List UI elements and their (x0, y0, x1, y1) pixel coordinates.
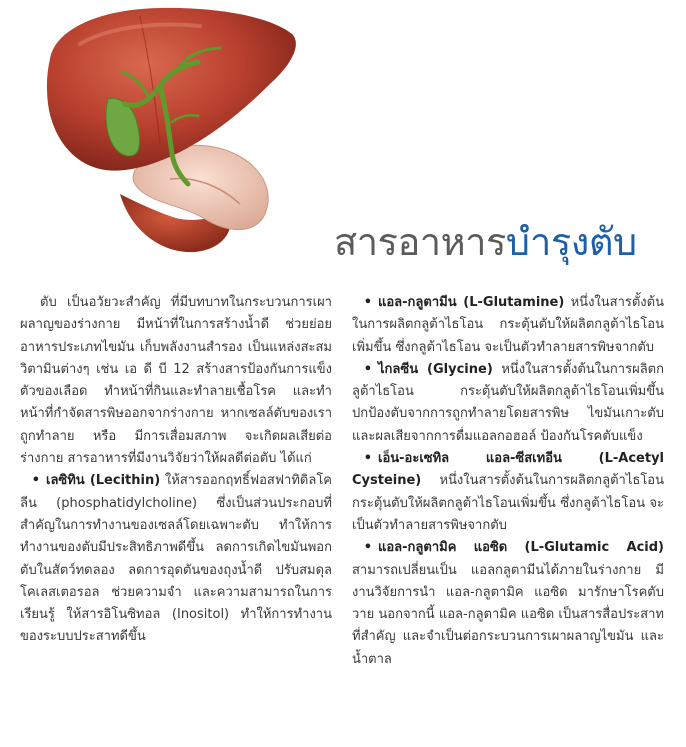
page-title (334, 212, 684, 272)
item-name: ไกลซีน (Glycine) (378, 361, 493, 377)
list-item (352, 292, 664, 359)
left-column (20, 292, 332, 649)
list-item (352, 537, 664, 671)
list-item (352, 448, 664, 537)
item-name: แอล-กลูตามิค แอซิด (L-Glutamic Acid) (378, 540, 664, 556)
item-description: หนึ่งในสารตั้งต้นในการผลิตกลูต้าไธโอน กระตุ้นตับให้ผลิตกลูต้าไธโอนเพิ่มขึ้น ซึ่งกลูต้าไธโอน จะเป็นตัวทำลายสารพิษจากตับ (352, 473, 664, 533)
bullet-icon: • (363, 295, 372, 310)
item-description: หนึ่งในสารตั้งต้นในการผลิตกลูต้าไธโอน กระตุ้นตับให้ผลิตกลูต้าไธโอนเพิ่มขึ้น ซึ่งกลูต้าไธโอน จะเป็นตัวทำลายสารพิษจากตับ (352, 295, 664, 355)
bullet-icon: • (363, 361, 372, 377)
title-part-blue: บำรุงตับ (505, 220, 637, 264)
liver-illustration (30, 4, 300, 262)
right-column (352, 292, 664, 671)
item-description: ให้สารออกฤทธิ์ฟอสฟาทิดิลโคลีน (phosphatidylcholine) ซึ่งเป็นส่วนประกอบที่สำคัญในการทำงานของเซลล์โดยเฉพาะตับ ทำให้การทำงานของตับมีประสิทธิภาพดีขึ้น ลดการเกิดไขมันพอกตับในสัตว์ทดลอง ลดการอุดตันของถุงน้ำดี ปรับสมดุลโคเลสเตอรอล ช่วยความจำ และความสามารถในการเรียนรู้ ให้สารอิโนซิทอล (Inositol) ทำให้การทำงานของระบบประสาทดีขึ้น (20, 473, 332, 645)
item-description: หนึ่งในสารตั้งต้นในการผลิตกลูต้าไธโอน กระตุ้นตับให้ผลิตกลูต้าไธโอนเพิ่มขึ้น ปกป้องตับจากการถูกทำลายโดยสารพิษ ไขมันเกาะตับ และผลเสียจากการดื่มแอลกอฮอล์ ป้องกันโรคตับแข็ง (352, 361, 664, 444)
list-item (20, 470, 332, 648)
item-name: เลซิทิน (Lecithin) (46, 473, 161, 489)
bullet-icon: • (31, 473, 40, 489)
item-description: สามารถเปลี่ยนเป็น แอลกลูตามีนได้ภายในร่างกาย มีงานวิจัยการนำ แอล-กลูตามิค แอซิด มารักษาโรคตับวาย นอกจากนี้ แอล-กลูตามิค แอซิด เป็นสารสื่อประสาทที่สำคัญ และจำเป็นต่อกระบวนการเผาผลาญไขมัน และน้ำตาล (352, 562, 664, 667)
item-name: เอ็น-อะเซทิล แอล-ซีสเทอีน (L-Acetyl Cysteine) (352, 451, 664, 489)
item-name: แอล-กลูตามีน (L-Glutamine) (378, 295, 565, 310)
intro-paragraph: ตับ เป็นอวัยวะสำคัญ ที่มีบทบาทในกระบวนการเผาผลาญของร่างกาย มีหน้าที่ในการสร้างน้ำดี ช่วยย่อยอาหารประเภทไขมัน เก็บพลังงานสำรอง เป็นแหล่งสะสมวิตามินต่างๆ เช่น เอ ดี บี 12 สร้างสารป้องกันการแข็งตัวของเลือด ทำหน้าที่กินและทำลายเชื้อโรค และทำหน้าที่กำจัดสารพิษออกจากร่างกาย หากเซลล์ตับของเราถูกทำลาย หรือ มีการเสื่อมสภาพ จะเกิดผลเสียต่อร่างกาย สารอาหารที่มีงานวิจัยว่าให้ผลดีต่อตับ ได้แก่ (20, 295, 332, 467)
list-item (352, 359, 664, 448)
bullet-icon: • (363, 540, 372, 556)
title-part-gray: สารอาหาร (334, 220, 506, 264)
bullet-icon: • (363, 451, 372, 467)
